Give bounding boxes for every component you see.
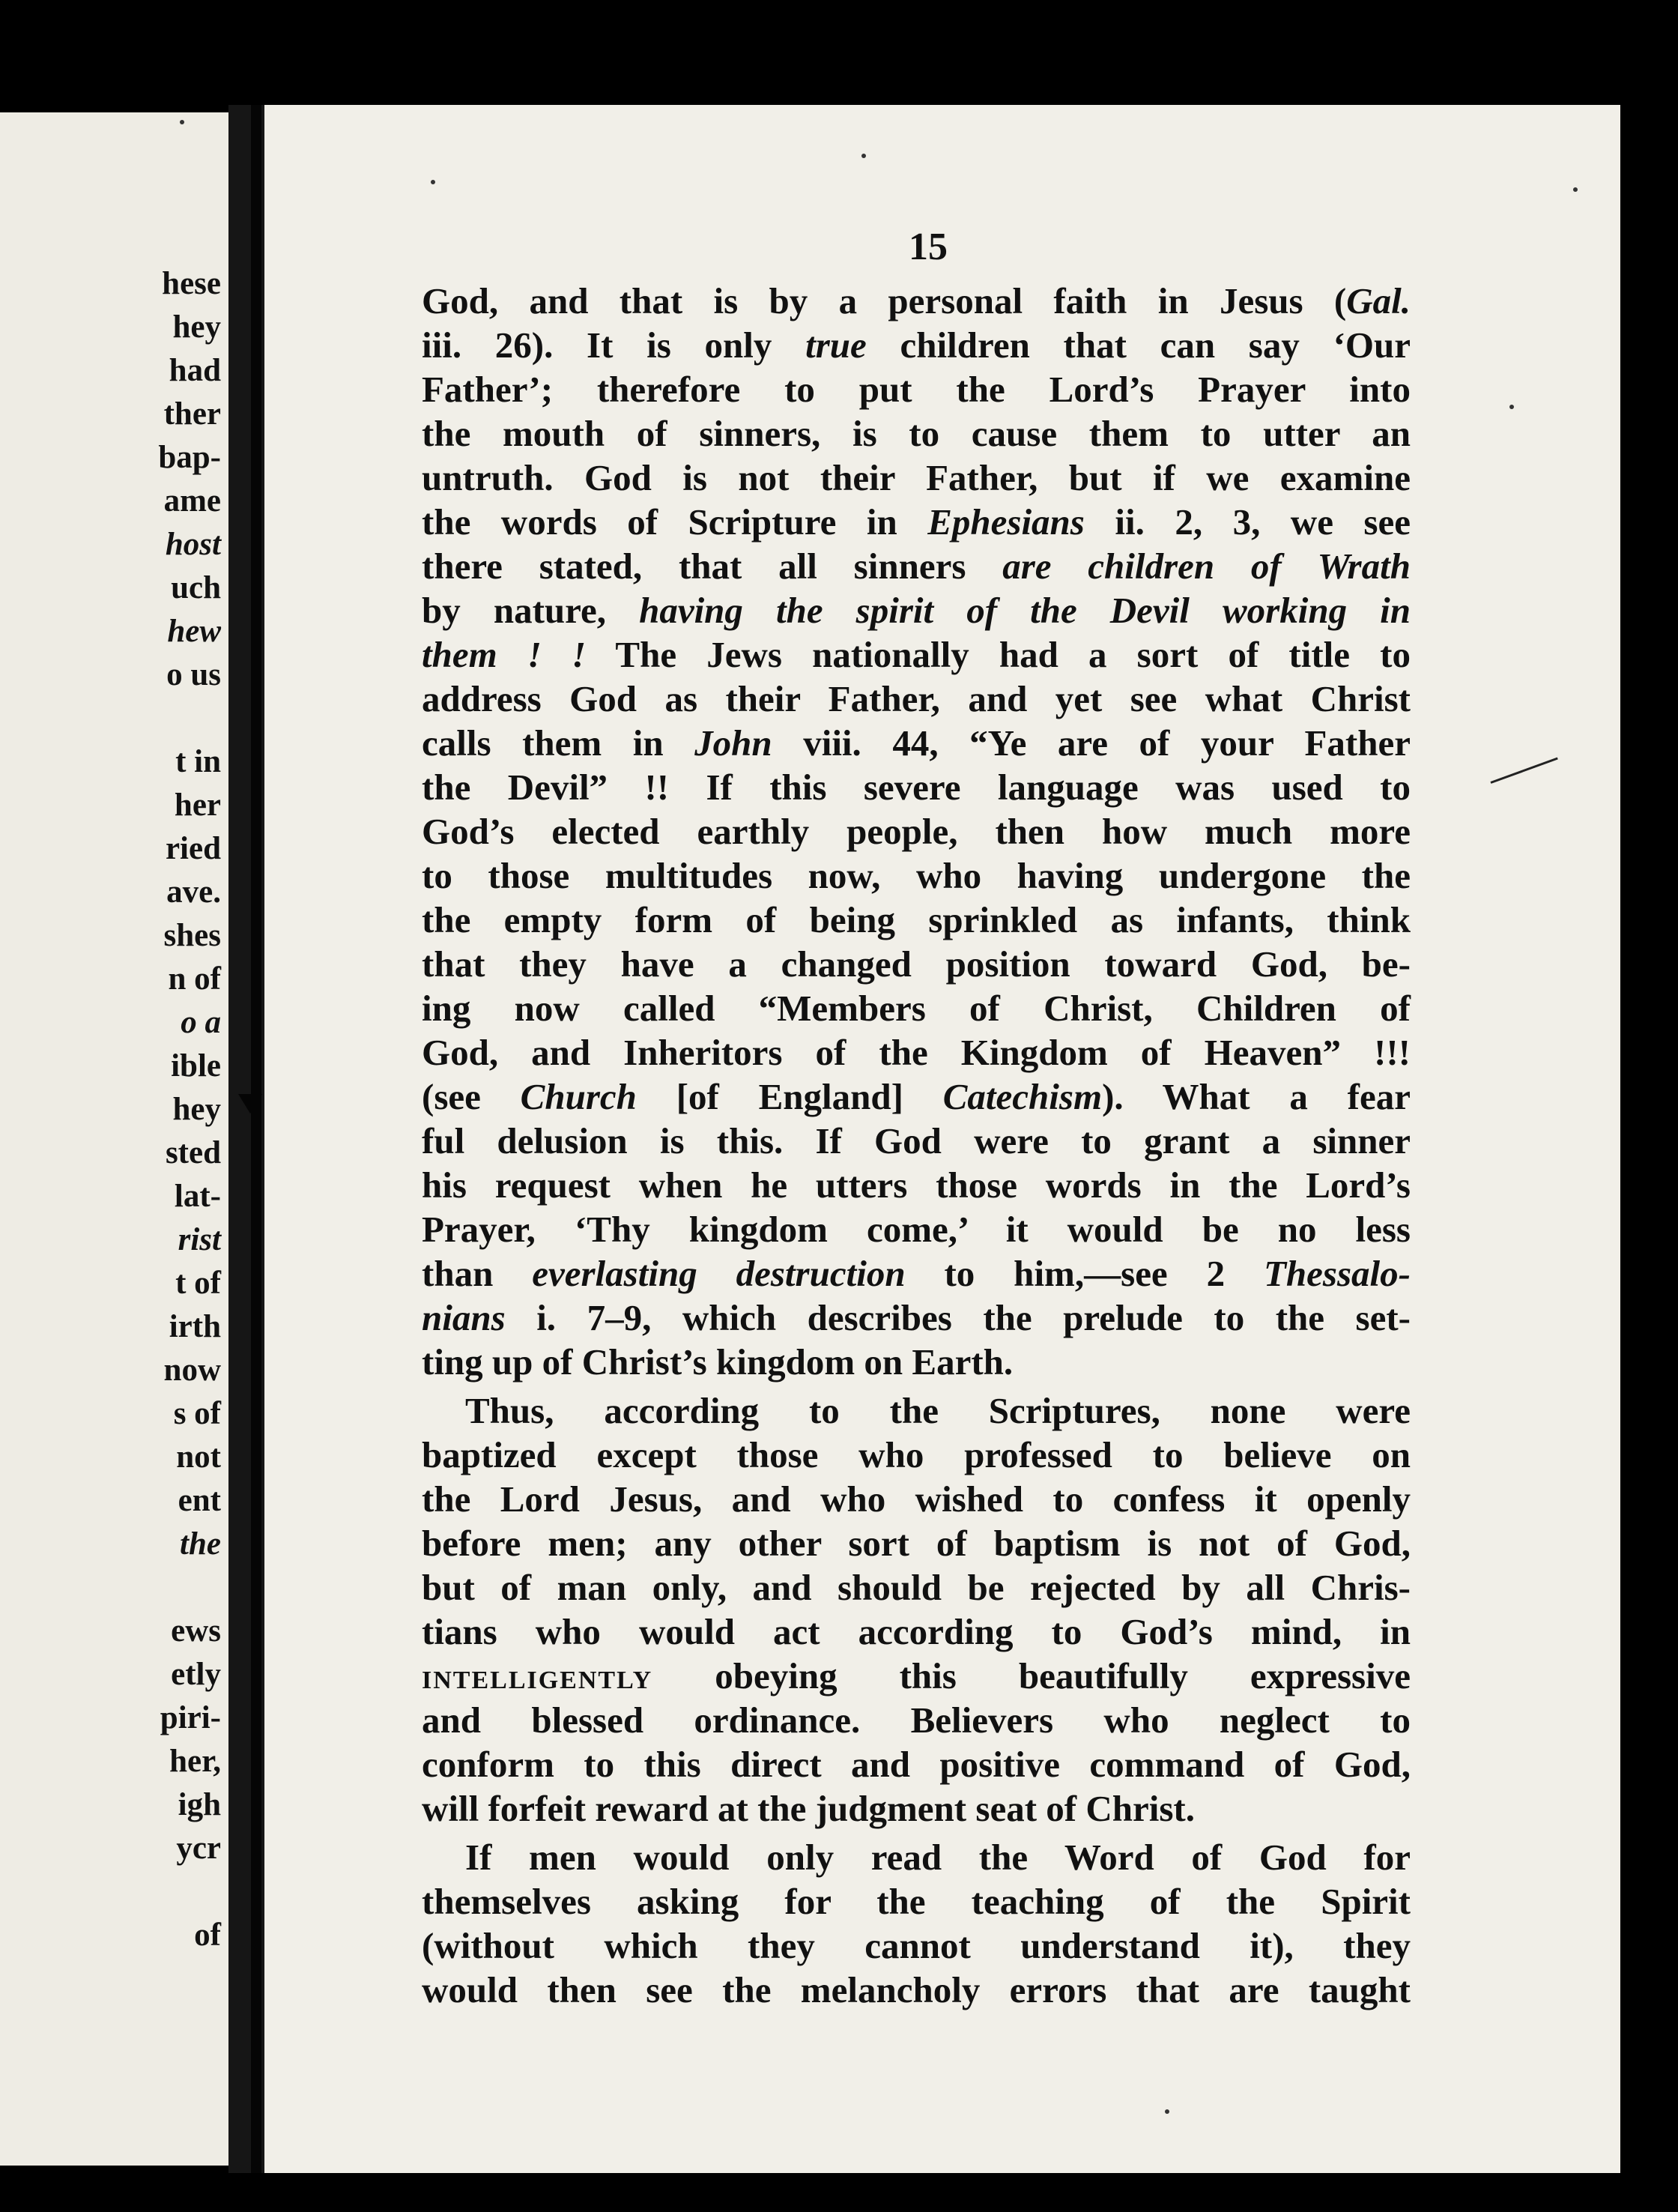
text-segment: there stated, that all sinners (422, 546, 1003, 587)
text-segment: baptized except those who professed to believe on (422, 1434, 1411, 1475)
left-page-line-fragment: ycr (176, 1831, 221, 1866)
text-segment: by nature, (422, 590, 640, 631)
spine-line (251, 105, 261, 2173)
italic-text: John (694, 722, 772, 764)
text-segment: before men; any other sort of baptism is not of God, (422, 1523, 1411, 1564)
body-text-line (422, 1388, 1411, 1433)
body-text-line (422, 1786, 1411, 1831)
italic-text: Thessalo- (1263, 1253, 1411, 1294)
body-text-line (422, 456, 1411, 500)
body-text-line (422, 1521, 1411, 1565)
text-segment: God, and that is by a personal faith in Jesus ( (422, 280, 1347, 321)
text-segment: (without which they cannot understand it), they (422, 1925, 1411, 1966)
italic-text: having the spirit of the Devil working in (639, 590, 1411, 631)
text-segment: ing now called “Members of Christ, Children of (422, 988, 1411, 1029)
text-segment: to him,—see 2 (905, 1253, 1264, 1294)
text-segment: themselves asking for the teaching of the Spirit (422, 1881, 1411, 1922)
body-text-line (422, 1654, 1411, 1698)
left-page-line-fragment: her, (169, 1744, 221, 1779)
body-text-line (422, 1879, 1411, 1924)
body-text-line (422, 1251, 1411, 1296)
left-page-line-fragment: ews (171, 1613, 221, 1649)
text-segment: the words of Scripture in (422, 501, 928, 543)
text-segment: ). What a fear (1102, 1076, 1411, 1117)
body-text-line (422, 986, 1411, 1030)
body-text-line (422, 323, 1411, 367)
body-text-line (422, 1565, 1411, 1610)
text-segment: the Lord Jesus, and who wished to confess it openly (422, 1478, 1411, 1520)
body-text-line (422, 411, 1411, 456)
text-segment: viii. 44, “Ye are of your Father (772, 722, 1411, 764)
text-segment: obeying this beautifully expressive (652, 1655, 1411, 1696)
left-page-line-fragment: ave. (166, 874, 221, 910)
text-segment: God’s elected earthly people, then how much more (422, 811, 1411, 852)
left-page-line-fragment: hey (172, 309, 221, 345)
left-page-line-fragment: her (174, 788, 221, 823)
text-segment: Prayer, ‘Thy kingdom come,’ it would be no less (422, 1209, 1411, 1250)
text-segment: ful delusion is this. If God were to grant a sinner (422, 1120, 1411, 1161)
left-page-line-fragment: shes (163, 918, 221, 953)
left-page-line-fragment: not (176, 1439, 221, 1475)
left-page-line-fragment: piri- (160, 1700, 221, 1735)
italic-text: Ephesians (927, 501, 1085, 543)
body-text-line (422, 765, 1411, 809)
body-text-line (422, 853, 1411, 898)
text-segment: would then see the melancholy errors that are taught (422, 1969, 1411, 2010)
left-page-line-fragment: now (163, 1353, 221, 1388)
body-text-line (422, 1296, 1411, 1340)
text-segment: ii. 2, 3, we see (1084, 501, 1411, 543)
left-page-line-fragment: igh (178, 1787, 221, 1822)
left-page-line-fragment: o a (181, 1005, 221, 1040)
italic-text: nians (422, 1297, 506, 1338)
left-page-line-fragment: t of (175, 1266, 221, 1301)
body-text-line (422, 544, 1411, 588)
text-segment: calls them in (422, 722, 695, 764)
text-segment: untruth. God is not their Father, but if we examine (422, 457, 1411, 498)
left-page-line-fragment: of (194, 1918, 221, 1953)
body-text-line (422, 1742, 1411, 1786)
text-segment: and blessed ordinance. Believers who neglect to (422, 1699, 1411, 1741)
text-segment: ting up of Christ’s kingdom on Earth. (422, 1341, 1014, 1382)
body-text-line (422, 809, 1411, 853)
left-page-line-fragment: ried (165, 831, 221, 866)
left-page-line-fragment: rist (178, 1222, 221, 1257)
small-caps-text: intelligently (422, 1655, 653, 1696)
text-segment: (see (422, 1076, 521, 1117)
left-page-line-fragment: o us (166, 657, 221, 692)
text-segment: Father’; therefore to put the Lord’s Prayer into (422, 369, 1411, 410)
text-segment: conform to this direct and positive command of God, (422, 1744, 1411, 1785)
body-text-line (422, 1433, 1411, 1477)
left-page-fragment (0, 112, 228, 2166)
text-segment: his request when he utters those words in the Lord’s (422, 1164, 1411, 1206)
italic-text: true (805, 324, 867, 366)
left-page-line-fragment: bap- (158, 440, 221, 475)
body-text-line (422, 500, 1411, 544)
text-segment: children that can say ‘Our (866, 324, 1411, 366)
left-page-line-fragment: ame (163, 483, 221, 519)
italic-text: Gal. (1346, 280, 1411, 321)
body-text-line (422, 721, 1411, 765)
body-text-line (422, 677, 1411, 721)
italic-text: Church (520, 1076, 637, 1117)
page-number: 15 (909, 226, 948, 268)
left-page-line-fragment: etly (171, 1657, 221, 1692)
italic-text: them ! ! (422, 634, 587, 675)
text-segment: The Jews nationally had a sort of title to (586, 634, 1411, 675)
left-page-line-fragment: the (180, 1526, 221, 1562)
left-page-line-fragment: hey (172, 1092, 221, 1127)
body-text-line (422, 1835, 1411, 1879)
text-segment: but of man only, and should be rejected by all Chris- (422, 1567, 1411, 1608)
text-segment: If men would only read the Word of God for (465, 1837, 1411, 1878)
left-page-line-fragment: n of (168, 961, 221, 997)
body-text-line (422, 898, 1411, 942)
body-text-line (422, 632, 1411, 677)
left-page-line-fragment: hese (162, 266, 221, 301)
text-segment: [of England] (636, 1076, 943, 1117)
left-page-line-fragment: ent (178, 1483, 221, 1518)
text-segment: God, and Inheritors of the Kingdom of Heaven” !!! (422, 1032, 1411, 1073)
left-page-line-fragment: ther (163, 396, 221, 432)
left-page-line-fragment: sted (165, 1135, 221, 1170)
text-segment: tians who would act according to God’s mind, in (422, 1611, 1411, 1652)
text-segment: the Devil” !! If this severe language was used to (422, 767, 1411, 808)
body-text-line (422, 1075, 1411, 1119)
body-text-line (422, 1207, 1411, 1251)
left-page-line-fragment: ible (171, 1048, 221, 1084)
body-text-line (422, 1030, 1411, 1075)
left-page-line-fragment: t in (175, 744, 221, 779)
left-page-line-fragment: uch (171, 570, 221, 605)
page-body-text (422, 279, 1411, 2012)
italic-text: Catechism (942, 1076, 1103, 1117)
text-segment: to those multitudes now, who having undergone the (422, 855, 1411, 896)
text-segment: will forfeit reward at the judgment seat of Christ. (422, 1788, 1195, 1829)
text-segment: iii. 26). It is only (422, 324, 806, 366)
body-text-line (422, 1119, 1411, 1163)
body-text-line (422, 1163, 1411, 1207)
left-page-line-fragment: s of (173, 1396, 221, 1431)
body-text-line (422, 367, 1411, 411)
left-page-line-fragment: lat- (174, 1179, 221, 1214)
spine-notch (238, 1094, 262, 1113)
body-text-line (422, 279, 1411, 323)
text-segment: than (422, 1253, 533, 1294)
text-segment: address God as their Father, and yet see what Christ (422, 678, 1411, 719)
italic-text: are children of Wrath (1002, 546, 1411, 587)
body-text-line (422, 1340, 1411, 1384)
left-page-line-fragment: host (165, 527, 221, 562)
text-segment: the empty form of being sprinkled as infants, think (422, 899, 1411, 940)
body-text-line (422, 1924, 1411, 1968)
italic-text: everlasting destruction (532, 1253, 906, 1294)
text-segment: i. 7–9, which describes the prelude to the set- (505, 1297, 1411, 1338)
text-segment: the mouth of sinners, is to cause them to utter an (422, 413, 1411, 454)
text-segment: Thus, according to the Scriptures, none were (465, 1390, 1411, 1431)
left-page-line-fragment: had (169, 353, 221, 388)
left-page-line-fragment: hew (167, 614, 221, 649)
text-segment: that they have a changed position toward God, be- (422, 943, 1411, 985)
body-text-line (422, 942, 1411, 986)
body-text-line (422, 1698, 1411, 1742)
body-text-line (422, 588, 1411, 632)
body-text-line (422, 1477, 1411, 1521)
left-page-line-fragment: irth (169, 1309, 221, 1344)
body-text-line (422, 1968, 1411, 2012)
body-text-line (422, 1610, 1411, 1654)
